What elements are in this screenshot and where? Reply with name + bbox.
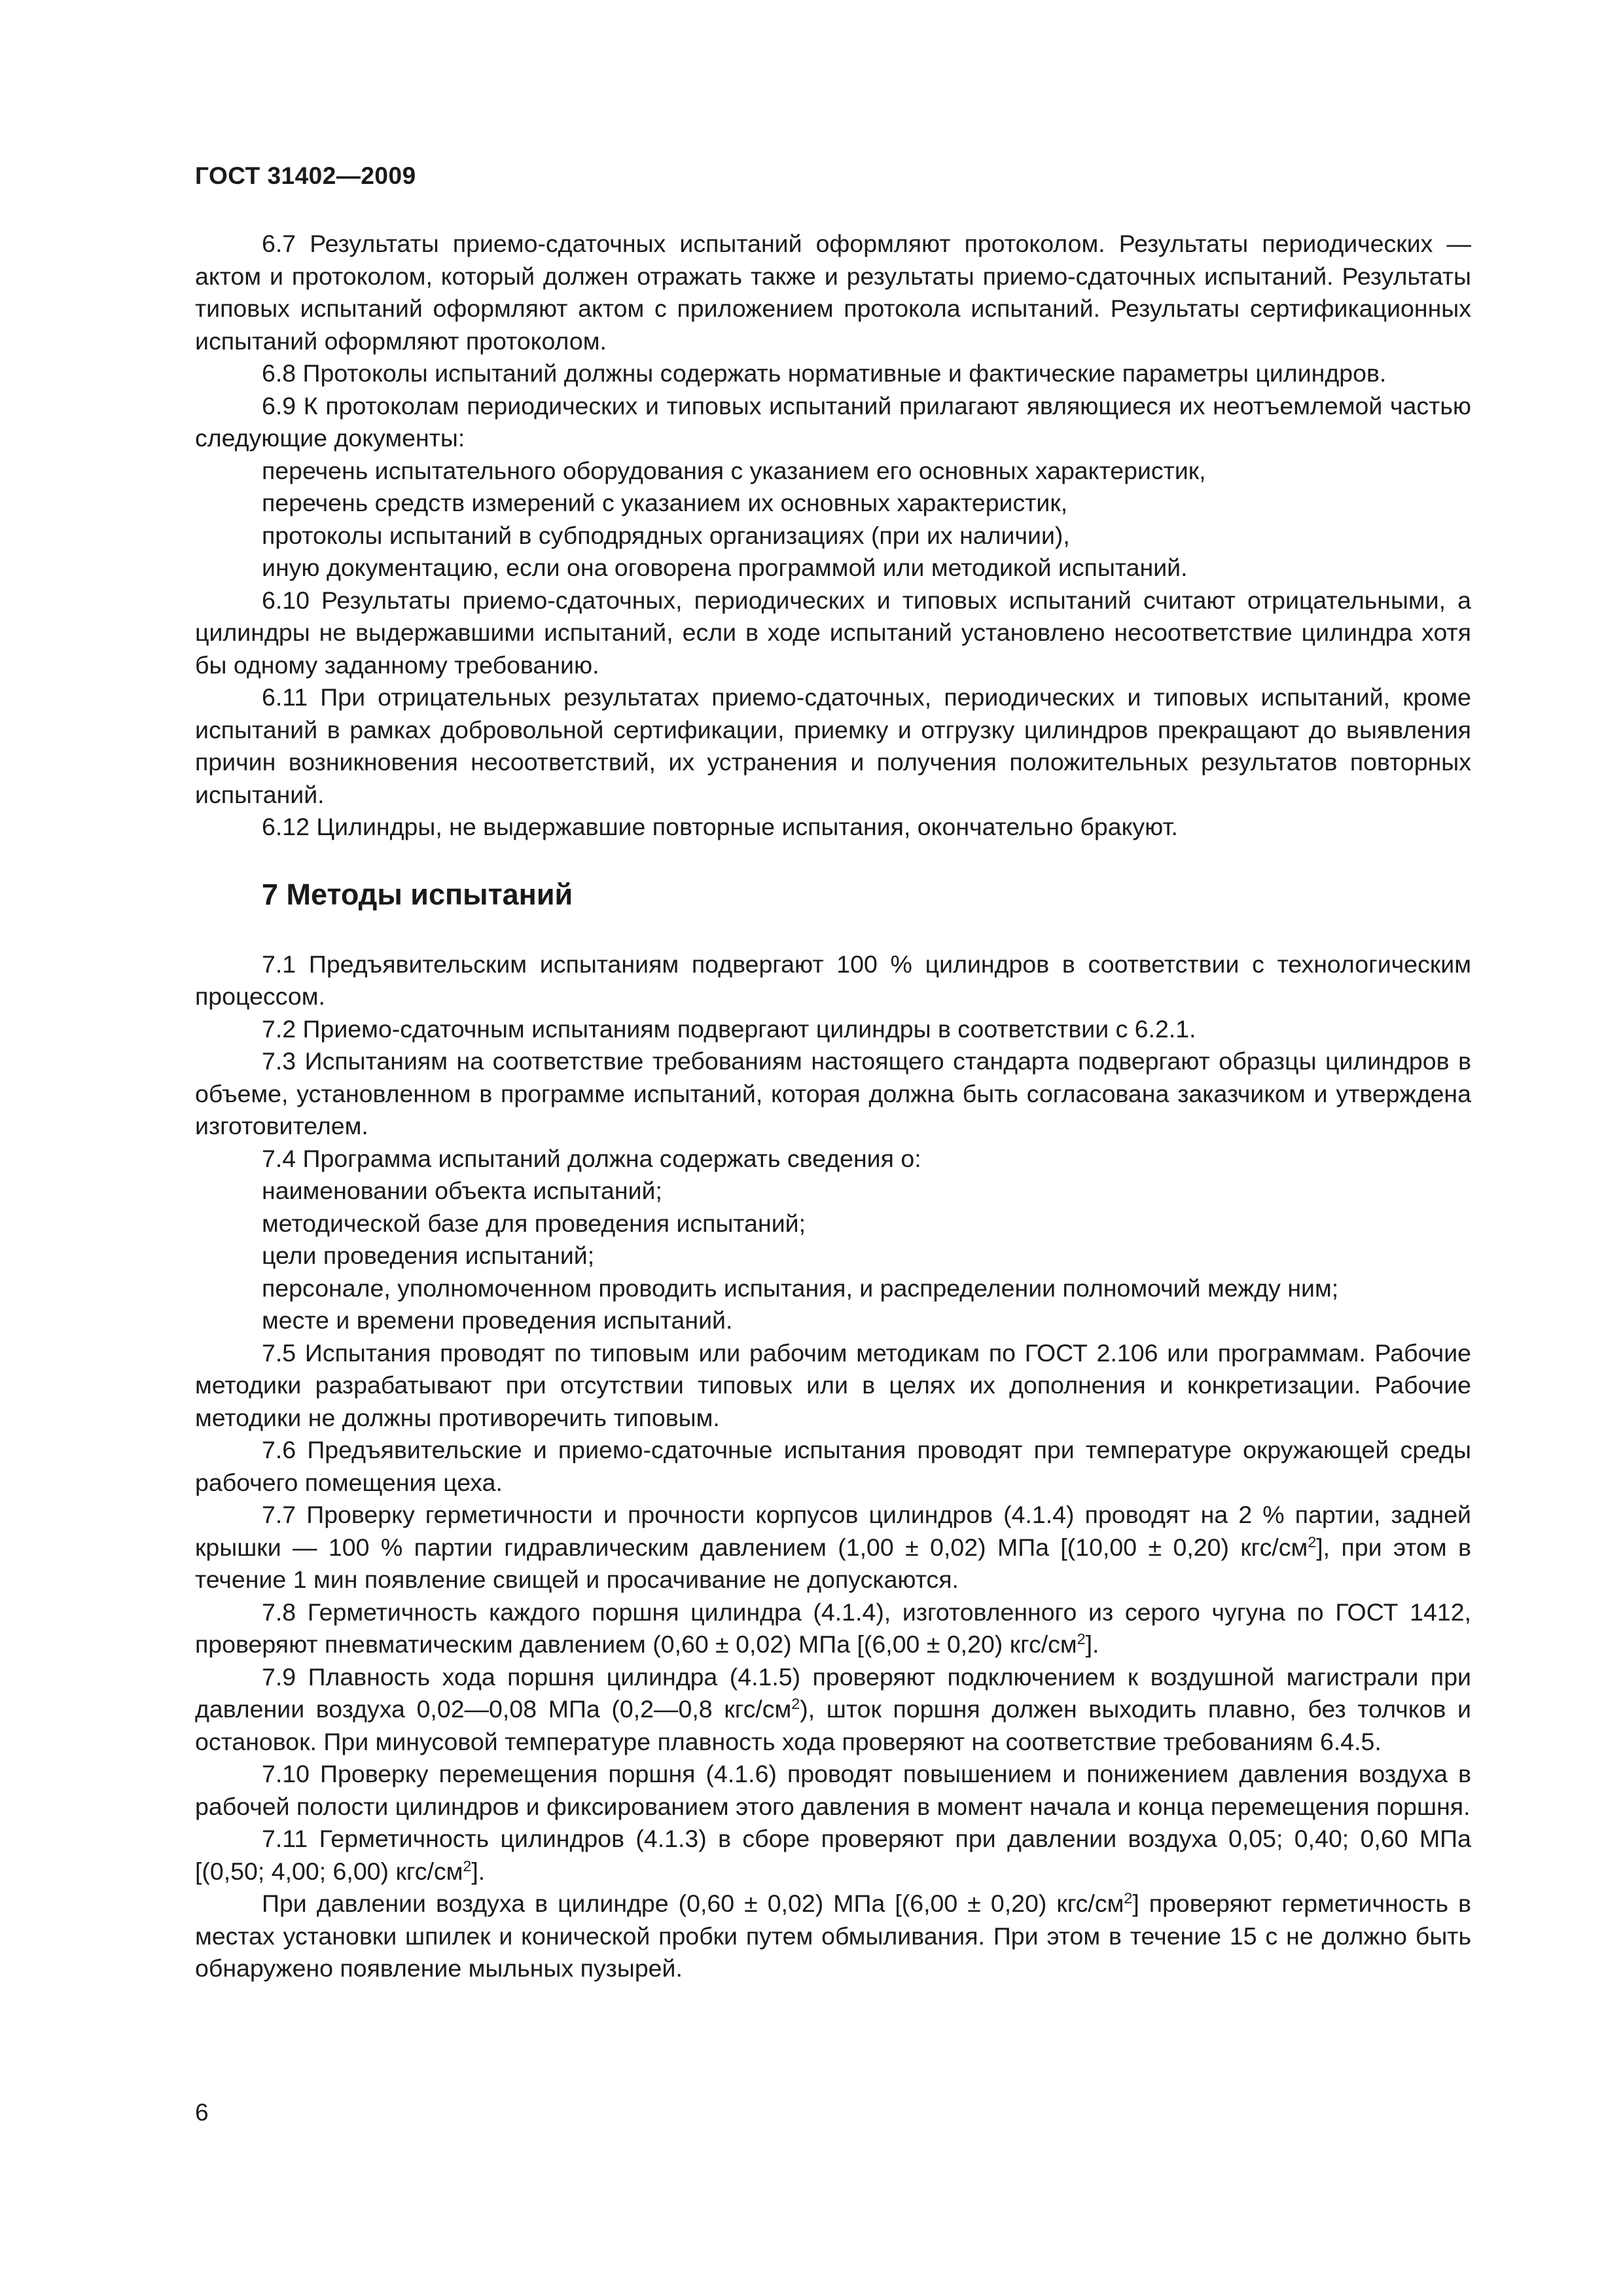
paragraph-6-10: 6.10 Результаты приемо-сдаточных, периодических и типовых испытаний считают отрицательными, а цилиндры не выдержавшими испытаний, если в ходе испытаний установлено несоответствие цилиндра хотя бы одному заданному требованию. <box>195 586 1471 679</box>
paragraph-text: 7.7 Проверку герметичности и прочности корпусов цилиндров (4.1.4) проводят на 2 % партии, задней крышки — 100 % партии гидравлическим давлением (1,00 ± 0,02) МПа [(10,00 ± 0,20) кгс/см <box>195 1501 1471 1561</box>
list-item: иную документацию, если она оговорена программой или методикой испытаний. <box>262 554 1188 581</box>
paragraph-7-11-continued <box>195 1888 1471 1985</box>
document-body <box>195 228 1471 1985</box>
list-item: методической базе для проведения испытаний; <box>262 1209 806 1237</box>
paragraph-7-6: 7.6 Предъявительские и приемо-сдаточные испытания проводят при температуре окружающей среды рабочего помещения цеха. <box>195 1436 1471 1496</box>
paragraph-6-11: 6.11 При отрицательных результатах приемо-сдаточных, периодических и типовых испытаний, кроме испытаний в рамках добровольной сертификации, приемку и отгрузку цилиндров прекращают до выявления причин возникновения несоответствий, их устранения и получения положительных результатов повторных испытаний. <box>195 683 1471 808</box>
paragraph-text: ] проверяют герметичность в местах установки шпилек и конической пробки путем обмыливания. При этом в течение 15 с не должно быть обнаружено появление мыльных пузырей. <box>195 1890 1471 1982</box>
paragraph-6-12: 6.12 Цилиндры, не выдержавшие повторные испытания, окончательно бракуют. <box>262 813 1178 840</box>
list-item: цели проведения испытаний; <box>262 1242 595 1269</box>
paragraph-7-3: 7.3 Испытаниям на соответствие требованиям настоящего стандарта подвергают образцы цилиндров в объеме, установленном в программе испытаний, которая должна быть согласована заказчиком и утверждена изготовителем. <box>195 1047 1471 1139</box>
superscript: 2 <box>1077 1630 1086 1648</box>
paragraph-6-7: 6.7 Результаты приемо-сдаточных испытаний оформляют протоколом. Результаты периодических — актом и протоколом, который должен отражать также и результаты приемо-сдаточных испытаний. Результаты типовых испытаний оформляют актом с приложением протокола испытаний. Результаты сертификационных испытаний оформляют протоколом. <box>195 230 1471 355</box>
list-item: наименовании объекта испытаний; <box>262 1177 662 1204</box>
list-item: протоколы испытаний в субподрядных организациях (при их наличии), <box>262 521 1070 549</box>
paragraph-7-2: 7.2 Приемо-сдаточным испытаниям подвергают цилиндры в соответствии с 6.2.1. <box>262 1014 1196 1043</box>
paragraph-7-8 <box>195 1596 1471 1661</box>
superscript: 2 <box>1124 1890 1133 1907</box>
list-item: персонале, уполномоченном проводить испытания, и распределении полномочий между ним; <box>262 1274 1339 1302</box>
list-item: перечень испытательного оборудования с указанием его основных характеристик, <box>262 456 1206 484</box>
page-number: 6 <box>195 2099 209 2126</box>
paragraph-text: При давлении воздуха в цилиндре (0,60 ± 0,02) МПа [(6,00 ± 0,20) кгс/см <box>262 1890 1124 1917</box>
paragraph-7-5: 7.5 Испытания проводят по типовым или рабочим методикам по ГОСТ 2.106 или программам. Рабочие методики разрабатывают при отсутствии типовых или в целях их дополнения и конкретизации. Рабочие методики не должны противоречить типовым. <box>195 1338 1471 1431</box>
superscript: 2 <box>463 1857 472 1874</box>
paragraph-7-9 <box>195 1661 1471 1759</box>
paragraph-text: ], при этом в течение 1 мин появление свищей и просачивание не допускаются. <box>195 1533 1472 1593</box>
paragraph-text: 7.11 Герметичность цилиндров (4.1.3) в сборе проверяют при давлении воздуха 0,05; 0,40; 0,60 МПа [(0,50; 4,00; 6,00) кгс/см <box>195 1825 1471 1885</box>
paragraph-text: ]. <box>1085 1630 1099 1658</box>
paragraph-7-10: 7.10 Проверку перемещения поршня (4.1.6) проводят повышением и понижением давления воздуха в рабочей полости цилиндров и фиксированием этого давления в момент начала и конца перемещения поршня. <box>195 1760 1471 1820</box>
paragraph-7-1: 7.1 Предъявительским испытаниям подвергают 100 % цилиндров в соответствии с технологическим процессом. <box>195 950 1471 1010</box>
paragraph-text: 7.8 Герметичность каждого поршня цилиндра (4.1.4), изготовленного из серого чугуна по ГОСТ 1412, проверяют пневматическим давлением (0,60 ± 0,02) МПа [(6,00 ± 0,20) кгс/см <box>195 1598 1471 1658</box>
paragraph-text: 7.9 Плавность хода поршня цилиндра (4.1.5) проверяют подключением к воздушной магистрали при давлении воздуха 0,02—0,08 МПа (0,2—0,8 кгс/см <box>195 1662 1471 1723</box>
document-header: ГОСТ 31402—2009 <box>195 162 416 189</box>
paragraph-text: ), шток поршня должен выходить плавно, без толчков и остановок. При минусовой температуре плавность хода проверяют на соответствие требованиям 6.4.5. <box>195 1695 1471 1755</box>
list-item: месте и времени проведения испытаний. <box>262 1306 733 1334</box>
paragraph-7-4: 7.4 Программа испытаний должна содержать сведения о: <box>262 1144 921 1172</box>
paragraph-7-11 <box>195 1823 1471 1888</box>
superscript: 2 <box>1308 1533 1317 1551</box>
paragraph-7-7 <box>195 1499 1471 1596</box>
paragraph-6-8: 6.8 Протоколы испытаний должны содержать нормативные и фактические параметры цилиндров. <box>262 359 1387 387</box>
section-title: 7 Методы испытаний <box>262 877 573 911</box>
list-item: перечень средств измерений с указанием их основных характеристик, <box>262 489 1068 516</box>
superscript: 2 <box>791 1695 800 1713</box>
paragraph-6-9: 6.9 К протоколам периодических и типовых испытаний прилагают являющиеся их неотъемлемой частью следующие документы: <box>195 391 1471 452</box>
paragraph-text: ]. <box>471 1857 486 1885</box>
